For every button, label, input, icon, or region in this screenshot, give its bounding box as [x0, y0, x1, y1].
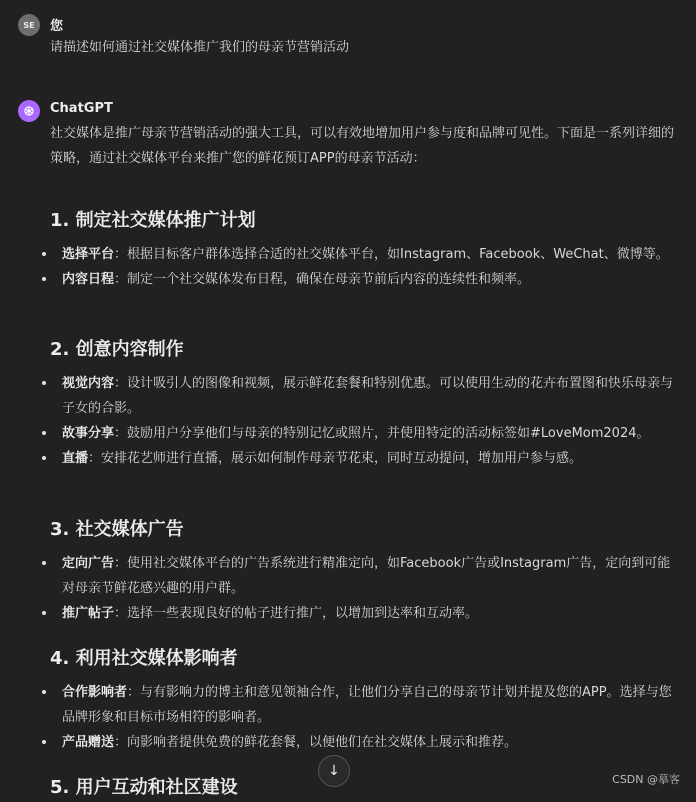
user-message-text: 请描述如何通过社交媒体推广我们的母亲节营销活动	[50, 40, 350, 55]
arrow-down-icon: ↓	[328, 763, 340, 779]
user-avatar[interactable]: SE	[18, 14, 40, 36]
section-title: 4. 利用社交媒体影响者	[50, 648, 238, 669]
list-item: 选择平台：根据目标客户群体选择合适的社交媒体平台，如Instagram、Facebook、WeChat、微博等。	[50, 242, 678, 267]
user-message	[18, 14, 678, 64]
section-title: 3. 社交媒体广告	[50, 519, 184, 540]
list-item: 内容日程：制定一个社交媒体发布日程，确保在母亲节前后内容的连续性和频率。	[50, 267, 678, 292]
assistant-message	[18, 100, 678, 798]
assistant-intro: 社交媒体是推广母亲节营销活动的强大工具，可以有效地增加用户参与度和品牌可见性。下面是一系列详细的策略，通过社交媒体平台来推广您的鲜花预订APP的母亲节活动：	[50, 126, 675, 166]
user-author-name: 您	[50, 19, 64, 34]
section-1	[50, 207, 678, 292]
section-title: 1. 制定社交媒体推广计划	[50, 210, 256, 231]
section-4	[50, 645, 678, 755]
assistant-author-name: ChatGPT	[50, 101, 113, 116]
section-title: 2. 创意内容制作	[50, 339, 184, 360]
section-title: 5. 用户互动和社区建设	[50, 777, 238, 798]
list-item: 推广帖子：选择一些表现良好的帖子进行推广，以增加到达率和互动率。	[50, 601, 678, 626]
list-item: 产品赠送：向影响者提供免费的鲜花套餐，以便他们在社交媒体上展示和推荐。	[50, 730, 678, 755]
section-5	[50, 774, 678, 802]
scroll-to-bottom-button[interactable]	[318, 755, 350, 787]
list-item: 故事分享：鼓励用户分享他们与母亲的特别记忆或照片，并使用特定的活动标签如#LoveMom2024。	[50, 421, 678, 446]
watermark: CSDN @摹客	[612, 773, 680, 786]
openai-logo-icon	[18, 100, 40, 122]
list-item: 直播：安排花艺师进行直播，展示如何制作母亲节花束，同时互动提问，增加用户参与感。	[50, 446, 678, 471]
list-item: 合作影响者：与有影响力的博主和意见领袖合作，让他们分享自己的母亲节计划并提及您的APP。选择与您品牌形象和目标市场相符的影响者。	[50, 680, 678, 730]
list-item: 定向广告：使用社交媒体平台的广告系统进行精准定向，如Facebook广告或Instagram广告，定向到可能对母亲节鲜花感兴趣的用户群。	[50, 551, 678, 601]
section-2	[50, 336, 678, 471]
list-item: 视觉内容：设计吸引人的图像和视频，展示鲜花套餐和特别优惠。可以使用生动的花卉布置图和快乐母亲与子女的合影。	[50, 371, 678, 421]
section-3	[50, 516, 678, 626]
